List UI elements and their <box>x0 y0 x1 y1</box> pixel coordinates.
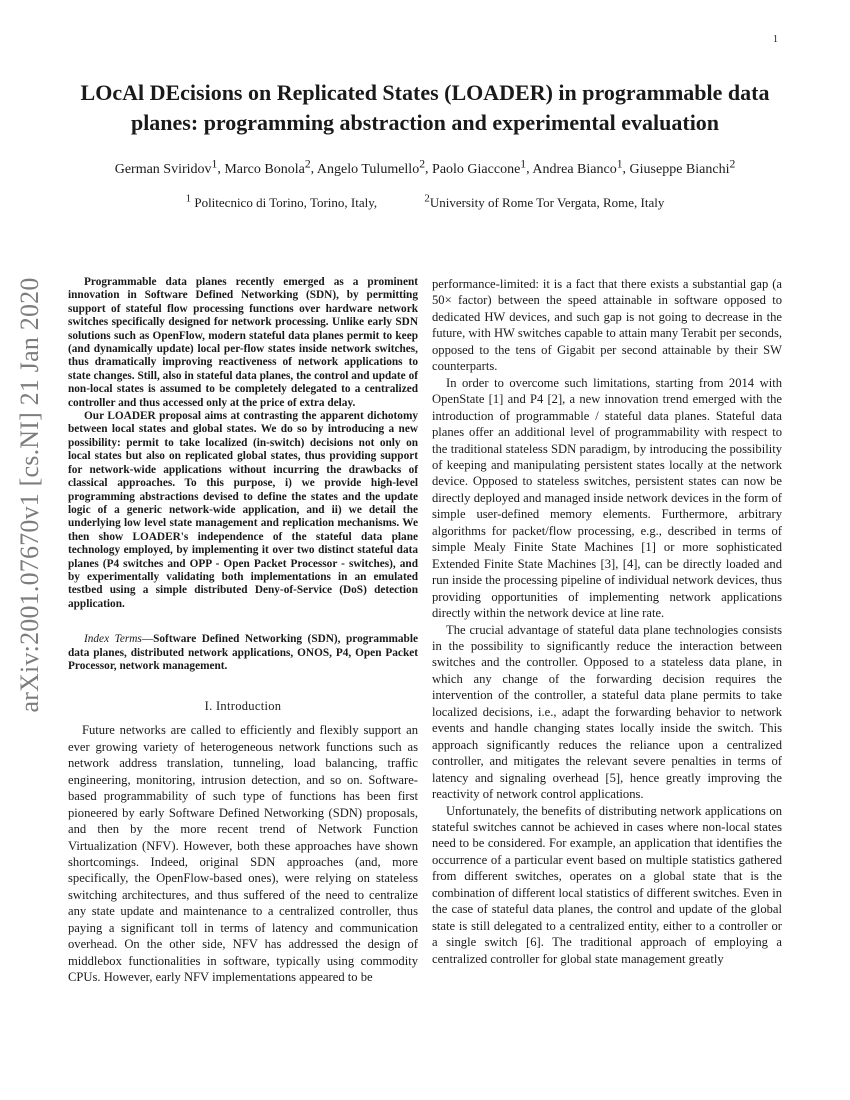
author: Marco Bonola$^2$ <box>224 157 311 177</box>
body-paragraph: In order to overcome such limitations, starting from 2014 with OpenState [1] and P4 [2], a new innovation trend emerged with the introduction of programmable / stateful data planes. Stateful data planes offer an additional level of programmability with respect to the traditional stateless SDN paradigm, by introducing the possibility of keeping and manipulating persistent states locally at the network device. Opposed to stateless switches, persistent states can now be directly deployed and managed inside network devices in the form of simple user-defined memory elements. Furthermore, arbitrary algorithms for packet/flow processing, e.g., described in terms of simple Mealy Finite State Machines [1] or more sophisticated Extended Finite State Machines [3], [4], can be directly loaded and run inside the processing pipeline of individual network devices, thus providing opportunities of implementing network applications directly within the network device at line rate. <box>432 375 782 621</box>
index-terms: Index Terms—Software Defined Networking (SDN), programmable data planes, distributed network applications, ONOS, P4, Open Packet Processor, network management. <box>68 633 418 672</box>
author: Andrea Bianco$^1$ <box>532 157 623 177</box>
body-paragraph: Future networks are called to efficiently and flexibly support an ever growing variety of heterogeneous network functions such as network address translation, tunneling, load balancing, traffic engineering, monitoring, intrusion detection, and so on. Software-based programmability of such type of functions has been first pioneered by early Software Defined Networking (SDN) proposals, and then by the more recent trend of Network Function Virtualization (NFV). However, both these approaches have shown shortcomings. Indeed, original SDN approaches (and, more specifically, the OpenFlow-based ones), were relying on stateless switching architectures, and thus suffered of the need to centralize any state update and maintenance to a centralized controller, thus paying a significant toll in terms of latency and communication overhead. On the other side, NFV has addressed the design of middlebox functionalities in software, typically using commodity CPUs. However, early NFV implementations appeared to be <box>68 723 418 985</box>
abstract-paragraph: Our LOADER proposal aims at contrasting the apparent dichotomy between local states and global states. We do so by introducing a new possibility: permit to take localized (in-switch) decisions not only on local states but also on replicated global states, thus providing support for network-wide applications without incurring the drawbacks of classical approaches. To this purpose, i) we provide high-level programming abstractions devised to define the states and the update logic of a generic network-wide application, and ii) we detail the underlying low level state management and replication mechanisms. We then show LOADER's independence of the stateful data plane technology employed, by implementing it over two distinct stateful data planes (P4 switches and OPP - Open Packet Processor - switches), and by experimentally validating both implementations in an emulated testbed using a simple distributed Deny-of-Service (DoS) detection application. <box>68 410 418 610</box>
author: German Sviridov$^1$ <box>114 157 218 177</box>
abstract-paragraph: Programmable data planes recently emerged as a prominent innovation in Software Defined Networking (SDN), by permitting support of stateful flow processing functions over hardware network switches specifically designed for network processing. Unlike early SDN solutions such as OpenFlow, modern stateful data planes permit to keep (and dynamically update) local per-flow states inside network switches, thus dramatically improving reactiveness of network applications to state changes. Still, also in stateful data planes, the control and update of non-local states is assumed to be completely delegated to a centralized controller and thus accessed only at the price of extra delay. <box>68 276 418 409</box>
affiliations <box>60 193 790 211</box>
body-paragraph: Unfortunately, the benefits of distributing network applications on stateful switches cannot be achieved in cases where non-local states need to be considered. For example, an application that identifies the occurrence of a particular event based on multiple statistics gathered from different switches, operates on a global state that is the combination of different local statistics of different switches. Even in the case of stateful data planes, the control and update of the global state is still delegated to a centralized entity, either to a controller or a single switch [6]. The traditional approach of employing a centralized controller for global state management greatly <box>432 803 782 966</box>
arxiv-stamp <box>10 277 50 713</box>
right-column <box>432 276 782 967</box>
author: Giuseppe Bianchi$^2$ <box>629 157 736 177</box>
affiliation-2: $^2$University of Rome Tor Vergata, Rome, Italy <box>424 193 665 211</box>
introduction-text <box>68 722 418 985</box>
body-paragraph: The crucial advantage of stateful data plane technologies consists in the possibility to significantly reduce the interaction between switches and the controller. Opposed to a stateless data plane, in which any change of the forwarding decision requires the intervention of the controller, a stateful data plane permits to take localized decisions, i.e., adapt the forwarding behavior to network events and handle changing states locally inside the switch. This approach significantly reduces the reliance upon a centralized controller, and mitigates the relevant severe penalties in terms of latency and signaling overhead [5], hence greatly improving the reactivity of network control applications. <box>432 622 782 802</box>
right-column-text <box>432 276 782 967</box>
page-number: 1 <box>773 34 778 45</box>
paper-title: LOcAl DEcisions on Replicated States (LOADER) in programmable data planes: programming abstraction and experimental evaluation <box>80 80 770 135</box>
author: Paolo Giaccone$^1$ <box>432 157 527 177</box>
author-list: German Sviridov$^1$, Marco Bonola$^2$, Angelo Tulumello$^2$, Paolo Giaccone$^1$, Andrea Bianco$^1$, Giuseppe Bianchi$^2$ <box>114 157 736 177</box>
section-heading-introduction: I. Introduction <box>204 699 282 714</box>
abstract <box>68 276 418 611</box>
arxiv-stamp-text: arXiv:2001.07670v1 [cs.NI] 21 Jan 2020 <box>15 277 44 713</box>
affiliation-1: $^1$ Politecnico di Torino, Torino, Italy, <box>185 193 378 211</box>
body-paragraph: performance-limited: it is a fact that there exists a substantial gap (a 50× factor) between the speed attainable in software opposed to dedicated HW devices, and such gap is not going to decrease in the future, with HW switches capable to attain many Terabit per seconds, opposed to the tens of Gigabit per second attainable by their SW counterparts. <box>432 277 782 374</box>
left-column <box>68 276 418 986</box>
author: Angelo Tulumello$^2$ <box>316 157 426 177</box>
